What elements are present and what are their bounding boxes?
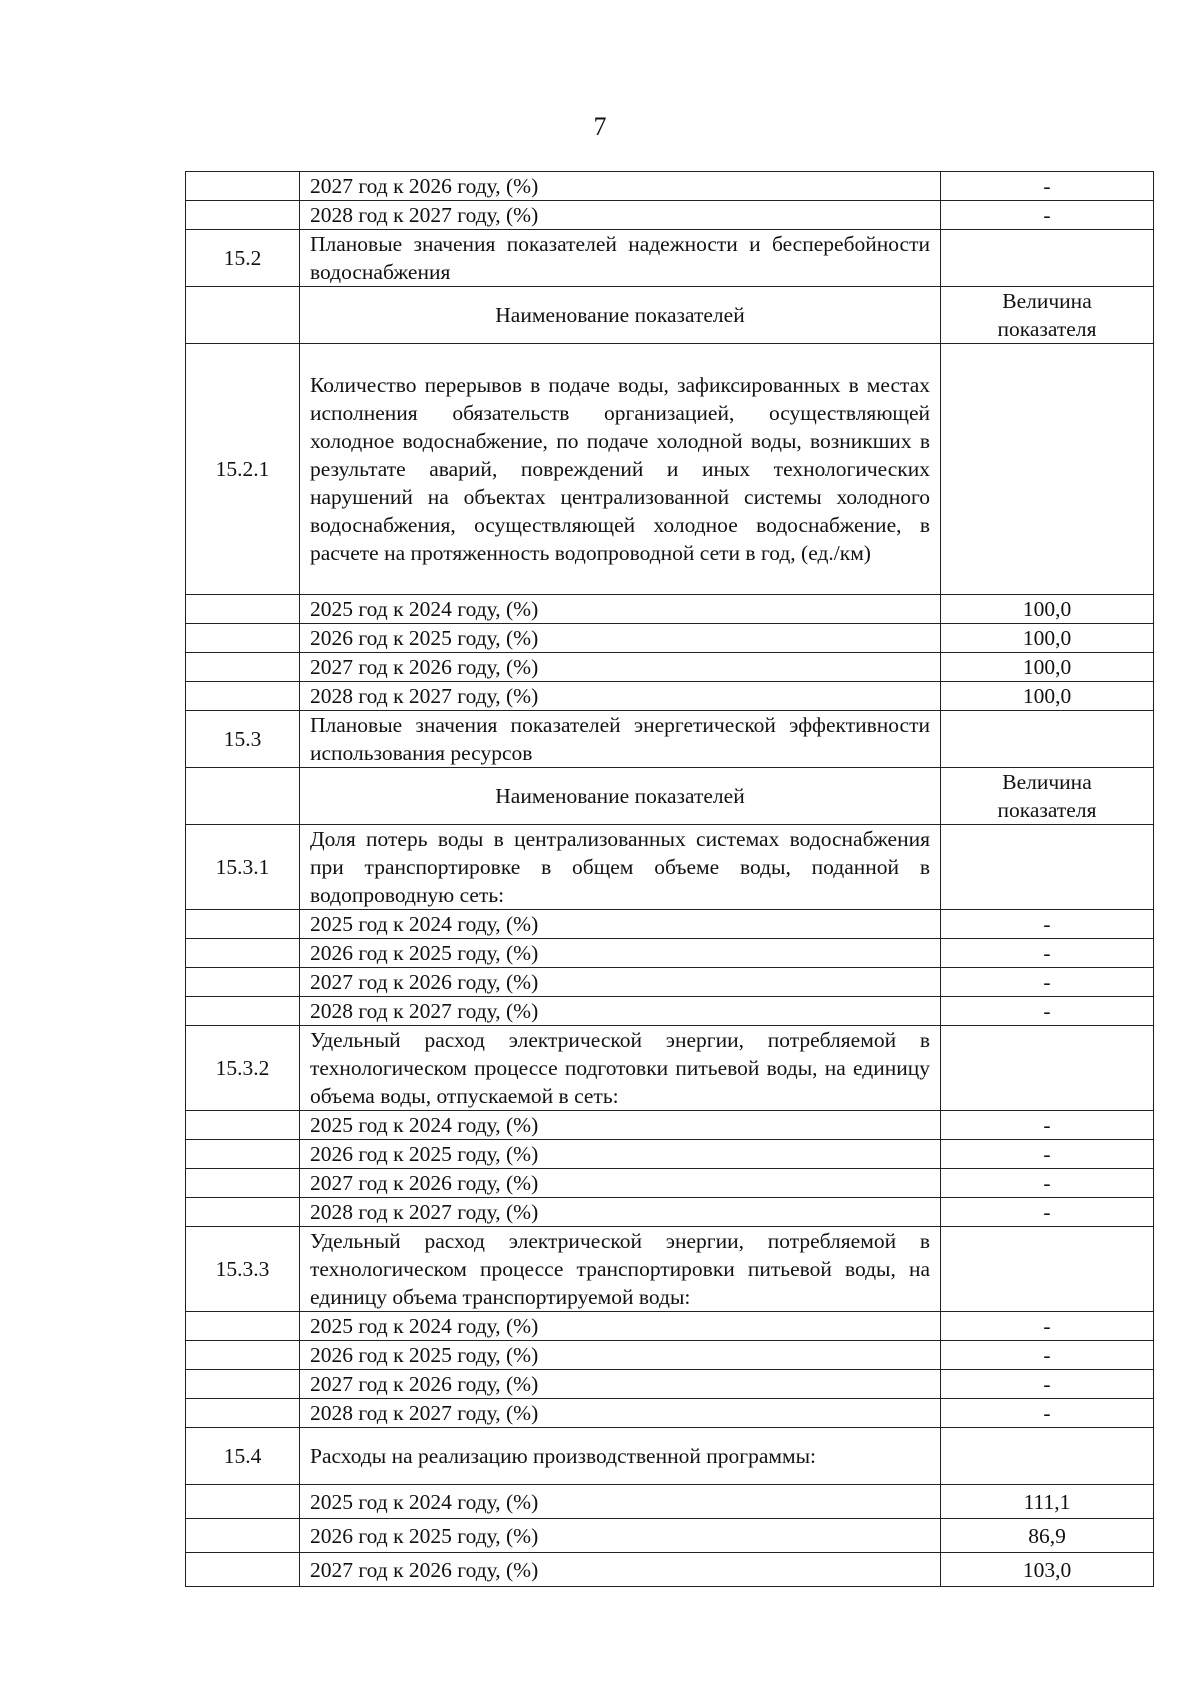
row-number-cell	[186, 201, 300, 230]
indicator-value: -	[941, 968, 1154, 997]
row-number-cell	[186, 910, 300, 939]
table-row-line	[186, 1399, 1154, 1428]
row-number-cell: 15.2	[186, 230, 300, 287]
indicator-value: 100,0	[941, 682, 1154, 711]
indicator-name: Доля потерь воды в централизованных системах водоснабжения при транспортировке в общем объеме воды, поданной в водопроводную сеть:	[300, 825, 941, 910]
period-label: 2025 год к 2024 году, (%)	[300, 595, 941, 624]
indicator-name: Плановые значения показателей энергетической эффективности использования ресурсов	[300, 711, 941, 768]
indicator-value: 100,0	[941, 653, 1154, 682]
indicator-value	[941, 1026, 1154, 1111]
row-number-cell: 15.3	[186, 711, 300, 768]
indicator-name: Расходы на реализацию производственной программы:	[300, 1428, 941, 1485]
row-number-cell	[186, 172, 300, 201]
row-number-cell	[186, 595, 300, 624]
row-number-cell	[186, 287, 300, 344]
table-row-line	[186, 1169, 1154, 1198]
indicators-table	[185, 171, 1154, 1587]
period-label: 2028 год к 2027 году, (%)	[300, 997, 941, 1026]
indicator-value	[941, 230, 1154, 287]
indicator-value: -	[941, 1370, 1154, 1399]
row-number-cell	[186, 1140, 300, 1169]
indicator-name: Количество перерывов в подаче воды, зафиксированных в местах исполнения обязательств организацией, осуществляющей холодное водоснабжение, по подаче холодной воды, возникших в результате аварий, повреждений и иных технологических нарушений на объектах централизованной системы холодного водоснабжения, осуществляющей холодное водоснабжение, в расчете на протяженность водопроводной сети в год, (ед./км)	[300, 344, 941, 595]
indicator-value: -	[941, 1169, 1154, 1198]
table-row-line	[186, 1198, 1154, 1227]
indicator-value: -	[941, 201, 1154, 230]
period-label: 2025 год к 2024 году, (%)	[300, 1111, 941, 1140]
column-header-name: Наименование показателей	[300, 768, 941, 825]
table-row-line	[186, 1485, 1154, 1519]
period-label: 2026 год к 2025 году, (%)	[300, 1519, 941, 1553]
table-row-line	[186, 1370, 1154, 1399]
row-number-cell	[186, 1111, 300, 1140]
period-label: 2027 год к 2026 году, (%)	[300, 968, 941, 997]
row-number-cell: 15.4	[186, 1428, 300, 1485]
period-label: 2026 год к 2025 году, (%)	[300, 939, 941, 968]
period-label: 2028 год к 2027 году, (%)	[300, 1198, 941, 1227]
period-label: 2027 год к 2026 году, (%)	[300, 172, 941, 201]
row-number-cell	[186, 1553, 300, 1587]
table-row-line	[186, 939, 1154, 968]
indicator-value	[941, 344, 1154, 595]
row-number-cell: 15.3.2	[186, 1026, 300, 1111]
indicator-value: -	[941, 1111, 1154, 1140]
row-number-cell	[186, 1198, 300, 1227]
indicator-value: 86,9	[941, 1519, 1154, 1553]
period-label: 2027 год к 2026 году, (%)	[300, 653, 941, 682]
row-number-cell	[186, 1312, 300, 1341]
indicator-value: -	[941, 1312, 1154, 1341]
period-label: 2026 год к 2025 году, (%)	[300, 624, 941, 653]
table-row-header	[186, 768, 1154, 825]
indicator-value: -	[941, 997, 1154, 1026]
indicator-name: Удельный расход электрической энергии, потребляемой в технологическом процессе подготовки питьевой воды, на единицу объема воды, отпускаемой в сеть:	[300, 1026, 941, 1111]
indicator-value	[941, 711, 1154, 768]
period-label: 2025 год к 2024 году, (%)	[300, 910, 941, 939]
row-number-cell	[186, 1341, 300, 1370]
row-number-cell	[186, 1519, 300, 1553]
indicator-value: -	[941, 1341, 1154, 1370]
indicator-value: 100,0	[941, 624, 1154, 653]
table-row-section	[186, 230, 1154, 287]
indicator-value: 103,0	[941, 1553, 1154, 1587]
table-row-item	[186, 825, 1154, 910]
table-row-section	[186, 711, 1154, 768]
indicator-value: -	[941, 1198, 1154, 1227]
indicator-value: 111,1	[941, 1485, 1154, 1519]
table-row-item	[186, 344, 1154, 595]
row-number-cell	[186, 768, 300, 825]
column-header-name: Наименование показателей	[300, 287, 941, 344]
page-number: 7	[593, 112, 607, 141]
table-row-line	[186, 1111, 1154, 1140]
indicator-value: -	[941, 910, 1154, 939]
indicator-value	[941, 825, 1154, 910]
table-row-line	[186, 624, 1154, 653]
indicator-name: Удельный расход электрической энергии, потребляемой в технологическом процессе транспортировки питьевой воды, на единицу объема транспортируемой воды:	[300, 1227, 941, 1312]
row-number-cell: 15.2.1	[186, 344, 300, 595]
row-number-cell	[186, 968, 300, 997]
period-label: 2028 год к 2027 году, (%)	[300, 682, 941, 711]
table-row-line	[186, 653, 1154, 682]
row-number-cell	[186, 1169, 300, 1198]
row-number-cell: 15.3.1	[186, 825, 300, 910]
table-row-line	[186, 1519, 1154, 1553]
period-label: 2027 год к 2026 году, (%)	[300, 1553, 941, 1587]
indicator-value	[941, 1428, 1154, 1485]
table-row-line	[186, 1140, 1154, 1169]
row-number-cell	[186, 682, 300, 711]
row-number-cell	[186, 939, 300, 968]
column-header-value: Величина показателя	[941, 287, 1154, 344]
table-row-line	[186, 595, 1154, 624]
period-label: 2025 год к 2024 году, (%)	[300, 1312, 941, 1341]
indicator-value	[941, 1227, 1154, 1312]
table-row-line	[186, 201, 1154, 230]
period-label: 2026 год к 2025 году, (%)	[300, 1140, 941, 1169]
indicator-value: -	[941, 939, 1154, 968]
period-label: 2027 год к 2026 году, (%)	[300, 1169, 941, 1198]
period-label: 2025 год к 2024 году, (%)	[300, 1485, 941, 1519]
table-row-line	[186, 910, 1154, 939]
row-number-cell	[186, 1399, 300, 1428]
table-row-line	[186, 1341, 1154, 1370]
period-label: 2028 год к 2027 году, (%)	[300, 1399, 941, 1428]
row-number-cell	[186, 624, 300, 653]
period-label: 2026 год к 2025 году, (%)	[300, 1341, 941, 1370]
table-row-item	[186, 1227, 1154, 1312]
table-row-header	[186, 287, 1154, 344]
row-number-cell	[186, 653, 300, 682]
row-number-cell	[186, 1485, 300, 1519]
row-number-cell	[186, 997, 300, 1026]
table-row-line	[186, 172, 1154, 201]
column-header-value: Величина показателя	[941, 768, 1154, 825]
period-label: 2028 год к 2027 году, (%)	[300, 201, 941, 230]
table-row-item	[186, 1026, 1154, 1111]
indicator-value: -	[941, 1399, 1154, 1428]
indicator-value: -	[941, 1140, 1154, 1169]
table-row-line	[186, 1553, 1154, 1587]
table-row-section	[186, 1428, 1154, 1485]
row-number-cell: 15.3.3	[186, 1227, 300, 1312]
table-row-line	[186, 997, 1154, 1026]
period-label: 2027 год к 2026 году, (%)	[300, 1370, 941, 1399]
table-row-line	[186, 968, 1154, 997]
indicator-value: 100,0	[941, 595, 1154, 624]
table-row-line	[186, 1312, 1154, 1341]
row-number-cell	[186, 1370, 300, 1399]
indicator-name: Плановые значения показателей надежности и бесперебойности водоснабжения	[300, 230, 941, 287]
table-row-line	[186, 682, 1154, 711]
indicator-value: -	[941, 172, 1154, 201]
